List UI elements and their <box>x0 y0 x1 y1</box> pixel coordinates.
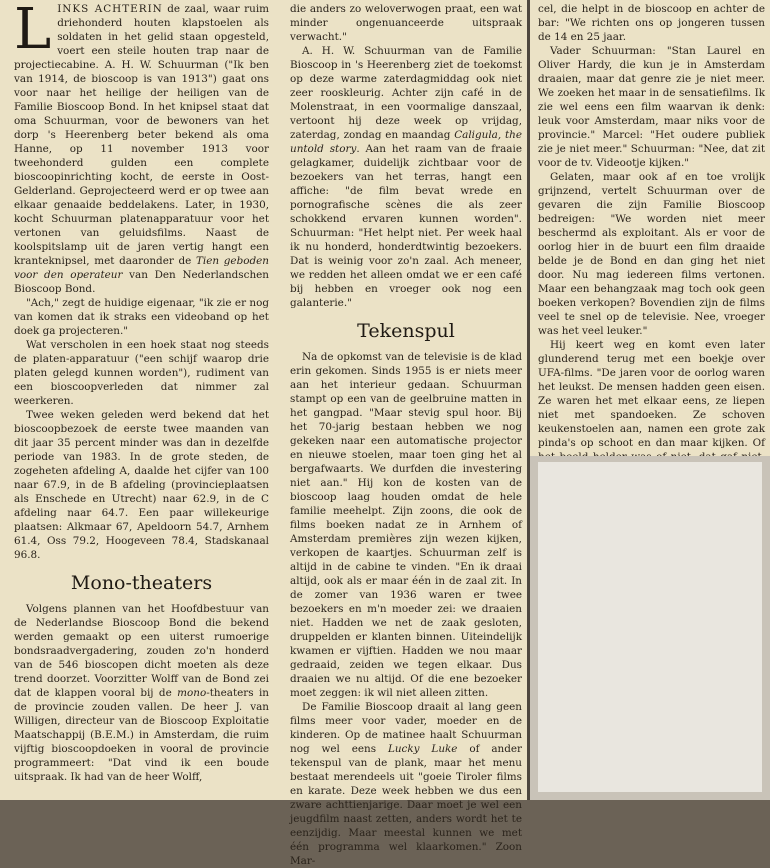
paragraph-text: A. H. W. Schuurman van de Familie Bioscoop in 's Heerenberg ziet de toekomst op deze warme zaterdagmiddag ook niet zeer rooskleurig. Achter zijn café in de Molenstraat, in een voormalige danszaal, vertoont hij deze week op vrijdag, zaterdag, zondag en maandag <box>290 45 522 141</box>
paragraph-text: Volgens plannen van het Hoofdbestuur van de Nederlandse Bioscoop Bond die bekend werden gemaakt op een uiterst rumoerige bondsraadvergadering, zouden zo'n honderd van de 546 bioscopen dicht moeten als deze trend doorzet. Voorzitter Wolff van de Bond zei dat de klappen vooral bij de <box>14 603 269 699</box>
article-column-3 <box>538 2 765 454</box>
subheading-mono-theaters: Mono-theaters <box>70 572 213 594</box>
blank-backing-area <box>530 456 770 800</box>
clipping-left <box>0 0 278 800</box>
paragraph <box>290 700 522 868</box>
paragraph-text-tail: of ander tekenspul van de plank, maar het menu bestaat merendeels uit "goeie Tiroler films en karate. Deze week hebben we dus een zware achttienjarige. Daar moet je wel een jeugdfilm naast zetten, anders wordt het te eenzijdig. Maar meestal kunnen we met één programma wel klaarkomen." Zoon Mar- <box>290 743 522 867</box>
paragraph: cel, die helpt in de bioscoop en achter de bar: "We richten ons op jongeren tussen de 14 en 25 jaar. <box>538 3 765 43</box>
article-column-1 <box>14 2 269 797</box>
drop-cap: L <box>14 0 52 62</box>
opening-text: de zaal, waar ruim driehonderd houten klapstoelen als soldaten in het gelid staan opgesteld, voert een steile houten trap naar de projectiecabine. A. H. W. Schuurman ("Ik ben van 1914, de bioscoop is van 1913") gaat ons voor naar het heilige der heiligen van de Familie Bioscoop Bond. In het knipsel staat dat oma Schuurman, voor de bewoners van het dorp 's Heerenberg beter bekend als oma Hanne, op 11 november 1913 voor tweehonderd gulden een complete bioscoopinrichting kocht, de eerste in Oost-Gelderland. Geprojecteerd werd er op twee aan elkaar genaaide beddelakens. Later, in 1930, kocht Schuurman platenapparatuur voor het vertonen van geluidsfilms. Naast de koolspitslamp uit de jaren vertig hangt een kranteknipsel, met daaronder de <box>14 3 269 267</box>
paragraph <box>14 602 269 784</box>
clipping-right <box>530 0 770 456</box>
paragraph: Twee weken geleden werd bekend dat het bioscoopbezoek de eerste twee maanden van dit jaar 35 percent minder was dan in dezelfde periode van 1983. In de grote steden, de zogeheten afdeling A, daalde het cijfer van 100 naar 67.9, in de B afdeling (provincieplaatsen als Enschede en Utrecht) naar 62.9, in de C afdeling naar 64.7. Een paar willekeurige plaatsen: Alkmaar 67, Apeldoorn 54.7, Arnhem 61.4, Oss 79.2, Hoogeveen 78.4, Stadskanaal 96.8. <box>14 409 269 561</box>
paragraph-text-tail: . Aan het raam van de fraaie gelagkamer, duidelijk zichtbaar voor de bezoekers van het terras, hangt een affiche: "de film bevat wrede en pornografische scènes die als zeer schokkend ervaren kunnen worden". Schuurman: "Het helpt niet. Per week haal ik nu honderd, honderdtwintig bezoekers. Dat is weinig voor zo'n zaal. Ach meneer, we redden het alleen omdat we er een café bij hebben en vroeger ook nog een galanterie." <box>290 143 522 309</box>
paragraph: Hij keert weg en komt even later glunderend terug met een boekje over UFA-films. "De jaren voor de oorlog waren het leukst. De mensen hadden geen eisen. Ze waren het met elkaar eens, ze liepen niet met spandoeken. Ze schoven keukenstoelen aan, namen een grote zak pinda's op schoot en dan maar kijken. Of <box>538 339 765 449</box>
paragraph: die anders zo weloverwogen praat, een wat minder ongenuanceerde uitspraak verwacht." <box>290 3 522 43</box>
clipping-middle <box>278 0 530 867</box>
opening-text-tail: van Den Nederlandschen Bioscoop Bond. <box>14 269 269 295</box>
article-column-2 <box>290 2 523 867</box>
paragraph: "Ach," zegt de huidige eigenaar, "ik zie er nog van komen dat ik straks een videoband op het doek ga projecteren." <box>14 297 269 337</box>
paragraph-text: De Familie Bioscoop draait al lang geen films meer voor vader, moeder en de kinderen. Op de matinee haalt Schuurman nog wel eens <box>290 701 522 755</box>
blank-paper <box>538 462 762 792</box>
paragraph: Gelaten, maar ook af en toe vrolijk grijnzend, vertelt Schuurman over de gevaren die zijn Familie Bioscoop bedreigen: "We worden niet meer beschermd als exploitant. Als er voor de oorlog hier in de buurt een film draaide belde je de Bond en dan ging het niet door. Nu mag iedereen films vertonen. Maar een behangzaak mag toch ook geen boeken verkopen? Bovendien zijn de films veel te snel op de televisie. Nee, vroeger was het veel leuker." <box>538 171 765 337</box>
paragraph: Wat verscholen in een hoek staat nog steeds de platen-apparatuur ("een schijf waarop drie platen gelegd kunnen worden"), rudiment van een bioscoopverleden dat nimmer zal weerkeren. <box>14 339 269 407</box>
paragraph: Vader Schuurman: "Stan Laurel en Oliver Hardy, die kun je in Amsterdam draaien, maar dat genre zie je niet meer. We zoeken het maar in de sensatiefilms. Ik zie wel eens een film waarvan ik denk: leuk voor Amsterdam, maar niks voor de provincie." Marcel: "Het oudere publiek zie je niet meer." Schuurman: "Nee, dat zit voor de tv. Videootje kijken." <box>538 45 765 169</box>
paragraph <box>290 44 522 310</box>
opening-paragraph <box>14 2 269 296</box>
paragraph: Na de opkomst van de televisie is de klad erin gekomen. Sinds 1955 is er niets meer aan het interieur gedaan. Schuurman stampt op een van de geelbruine matten in het gangpad. "Maar stevig spul hoor. Bij het 70-jarig bestaan hebben we nog gekeken naar een automatische projector en nieuwe stoelen, maar toen ging het al bergafwaarts. We durfden die investering niet aan." Hij kon de kosten van de bioscoop laag houden omdat de hele familie meehelpt. Zijn zoons, die ook de films boeken nadat ze in Arnhem of Amsterdam premières zijn wezen kijken, verkopen de kaartjes. Schuurman zelf is altijd in de cabine te vinden. "En ik draai altijd, ook als er maar één in de zaal zit. In de zomer van 1936 waren er twee bezoekers en m'n moeder zei: we draaien niet. Hadden we net de zaak gesloten, druppelden er klanten binnen. Uiteindelijk kwamen er vijftien. Hadden we nou maar gedraaid, zeiden we tegen elkaar. Dus draaien we nu altijd. Of die ene bezoeker moet zeggen: ik wil niet alleen zitten. <box>290 351 522 699</box>
lead-caps: INKS ACHTERIN <box>57 3 163 15</box>
paragraph-text-tail: -theaters in de provincie zouden vallen. De heer J. van Willigen, directeur van de Bioscoop Exploitatie Maatschappij (B.E.M.) in Amsterdam, die ruim vijftig bioscoopdoeken in vooral de provincie programmeert: "Dat vind ik een boude uitspraak. Ik had van de heer Wolff, <box>14 687 269 783</box>
opening-title: Tien geboden voor den operateur <box>14 255 269 281</box>
paragraph-emphasis: mono <box>177 687 207 699</box>
subheading-tekenspul: Tekenspul <box>357 320 455 342</box>
film-title: Lucky Luke <box>387 743 458 755</box>
film-title: Caligula, the untold story <box>290 129 523 155</box>
